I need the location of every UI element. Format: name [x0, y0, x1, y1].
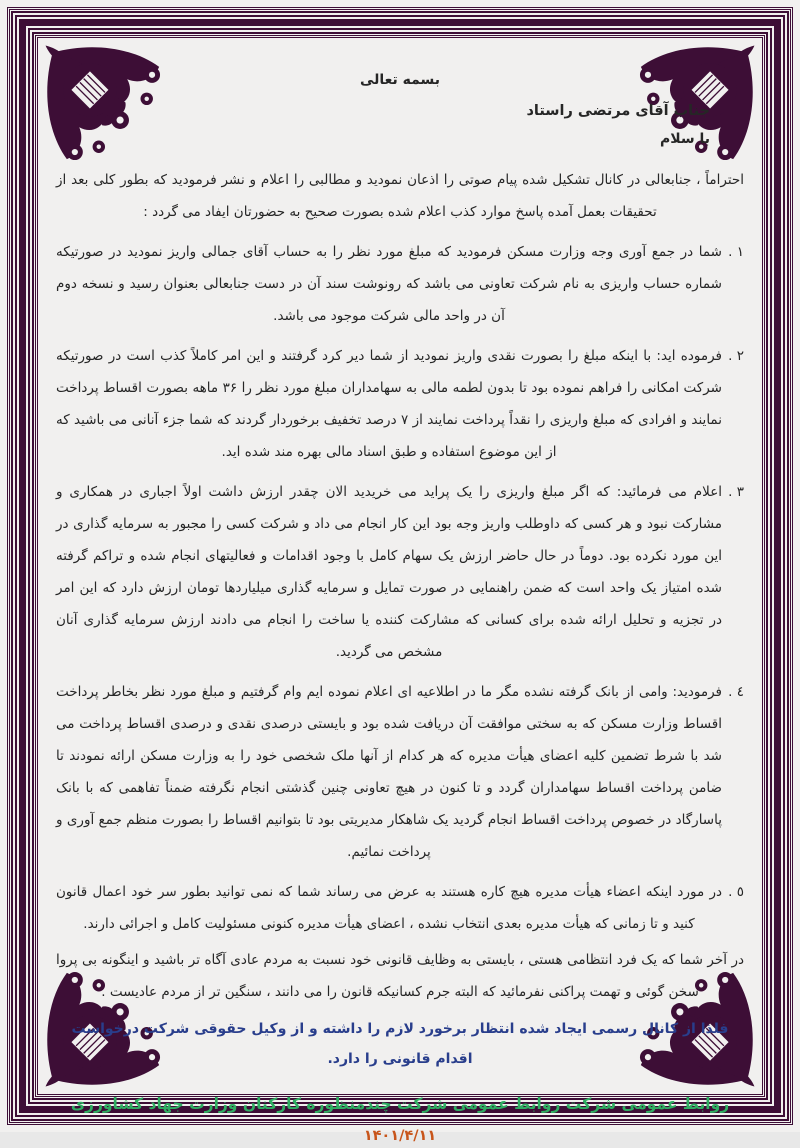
list-item-1: [56, 236, 744, 332]
intro-paragraph: احتراماً ، جنابعالی در کانال تشکیل شده پیام صوتی را اذعان نمودید و مطالبی را اعلام و نشر فرمودید که بطور کلی بعد از تحقیقات بعمل آمده پاسخ موارد کذب اعلام شده بصورت صحیح به حضورتان ایفاد می گردد :: [56, 172, 744, 220]
item-2-text: فرموده اید: با اینکه مبلغ را بصورت نقدی واریز نمودید از شما دیر کرد گرفتند و این امر کاملاً کذب است در صورتیکه شرکت امکانی را فراهم نموده بود تا بدون لطمه مالی به سهامداران مبلغ مورد نظر را ۳۶ ماهه بصورت اقساط پرداخت نمایند و افرادی که مبلغ واریزی را نقداً پرداخت نمایند از ۷ درصد تخفیف برخوردار گردند که شما جزء آنانی می باشید که از این موضوع استفاده و طبق اسناد مالی بهره مند شده اید.: [56, 348, 722, 460]
list-item-2: [56, 340, 744, 468]
date-line: ۱۴۰۱/۴/۱۱: [363, 1128, 437, 1144]
salutation-line: با سلام: [659, 131, 710, 147]
besmele-heading: بسمه تعالی: [359, 72, 441, 88]
item-1-text: شما در جمع آوری وجه وزارت مسکن فرمودید که مبلغ مورد نظر را به حساب آقای جمالی واریز نمودید در صورتیکه شماره حساب واریزی به نام شرکت تعاونی می باشد که رونوشت سند آن در دست جنابعالی بعنوان رسید و نسخه دوم آن در واحد مالی شرکت موجود می باشد.: [56, 244, 722, 324]
list-item-5: [56, 876, 744, 940]
signature-line: روابط عمومی شرکت روابط عمومی شرکت چندمنظوره کارکنان وزارت جهاد کشاورزی: [70, 1095, 730, 1113]
item-3-marker: ۳ .: [728, 484, 744, 500]
item-5-text: در مورد اینکه اعضاء هیأت مدیره هیچ کاره هستند به عرض می رساند شما که نمی توانید بطور سر خود اعمال قانون کنید و تا زمانی که هیأت مدیره بعدی انتخاب نشده ، اعضای هیأت مدیره کنونی مسئولیت کامل و اجرائی دارند.: [56, 884, 722, 932]
item-3-text: اعلام می فرمائید: که اگر مبلغ واریزی را یک پراید می خریدید الان چقدر ارزش داشت اولاً اجباری در همکاری و مشارکت نبود و هر کسی که داوطلب واریز وجه بود این کار انجام می داد و شرکت کسی را مجبور به سرمایه گذاری در این مورد نکرده بود. دوماً در حال حاضر ارزش یک سهام کامل با وجود اقدامات و فعالیتهای انجام شده و تراکم گرفته شده امتیاز یک واحد است که ضمن راهنمایی در صورت تمایل و سرمایه گذاری میلیاردها تومان ارزش دارد که این امر در تجزیه و تحلیل ارائه شده برای کسانی که مشارکت کننده یا ساخت را انجام می دادند ارزش سرمایه گذاری آنان مشخص می گردید.: [56, 484, 722, 660]
list-item-3: [56, 476, 744, 668]
numbered-points-list: [56, 236, 744, 940]
recipient-line: جناب آقای مرتضی راستاد: [526, 103, 710, 119]
item-4-text: فرمودید: وامی از بانک گرفته نشده مگر ما در اطلاعیه ای اعلام نموده ایم وام گرفتیم و مبلغ مورد نظر بخاطر پرداخت اقساط وزارت مسکن که به سختی موافقت آن دریافت شده بود و بایستی درصدی نقدی و درصدی اقساط پرداخت می شد با شرط تضمین کلیه اعضای هیأت مدیره که هر کدام از آنها ملک شخصی خود را به وزارت مسکن ارائه نمودند تا ضامن پرداخت اقساط سهامداران گردد و تا کنون در هیچ تعاونی چنین گذشتی انجام نگرفته ضمناً تفاهمی که با بانک پاسارگاد در خصوص پرداخت اقساط انجام گردید یک شاهکار مدیریتی بود تا بتوانیم اقساط را بصورت منظم جمع آوری و پرداخت نمائیم.: [56, 684, 722, 860]
item-4-marker: ٤ .: [728, 684, 744, 700]
letter-body: [52, 40, 748, 1144]
item-2-marker: ۲ .: [728, 348, 744, 364]
item-1-marker: ۱ .: [728, 244, 744, 260]
legal-action-line: فلذا از کانال رسمی ایجاد شده انتظار برخورد لازم را داشته و از وکیل حقوقی شرکت درخواست اقدام قانونی را دارد.: [71, 1021, 729, 1067]
item-5-marker: ٥ .: [728, 884, 744, 900]
list-item-4: [56, 676, 744, 868]
closing-paragraph: در آخر شما که یک فرد انتظامی هستی ، بایستی به وظایف قانونی خود نسبت به مردم عادی آگاه تر باشید و اینگونه بی پروا سخن گوئی و تهمت پراکنی نفرمائید که البته جرم کسانیکه قانون را می دانند ، سنگین تر از مردم عادیست .: [56, 952, 744, 1000]
